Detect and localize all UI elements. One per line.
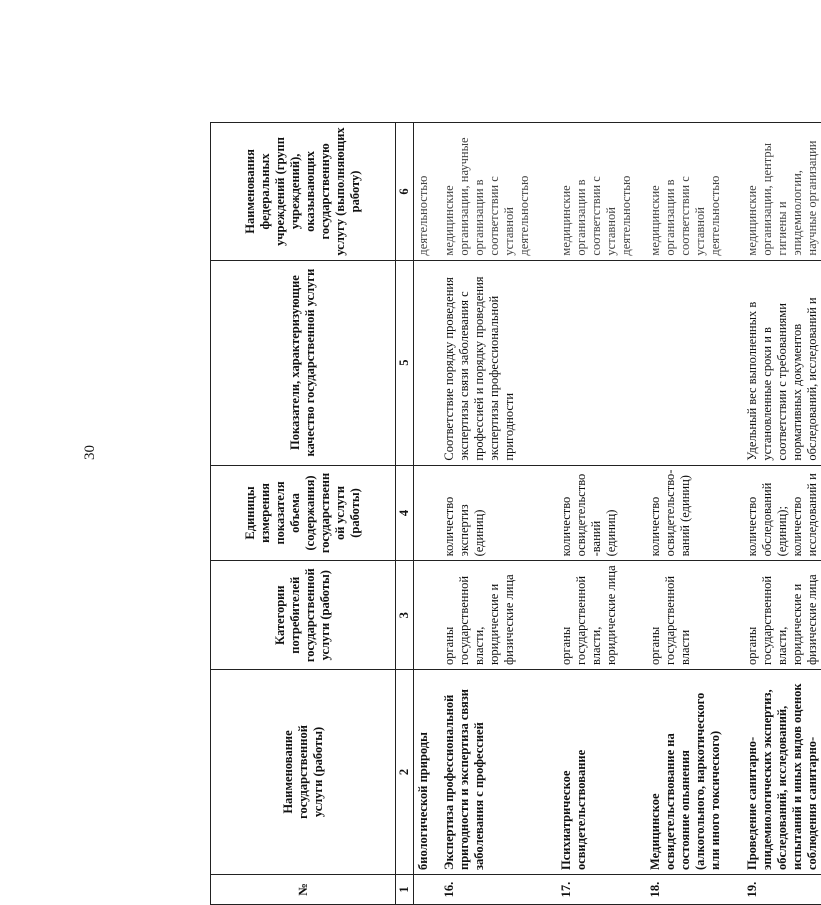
- header-line: качество государственной услуги: [303, 268, 317, 457]
- measurement-units-line: экспертиз: [457, 504, 471, 557]
- quality-indicators-line: пригодности: [502, 392, 516, 461]
- header-cell-units: [211, 465, 396, 561]
- header-line: учреждений),: [288, 153, 302, 230]
- header-line: государственной: [303, 568, 317, 663]
- header-cell-institutions: [211, 123, 396, 260]
- measurement-units-line: (единиц): [472, 509, 486, 557]
- cell-measurement-units: [640, 465, 737, 561]
- service-name-line: состояние опьянения: [678, 750, 692, 870]
- header-line: государственной: [295, 725, 310, 819]
- consumer-categories-line: органы: [559, 626, 573, 665]
- header-line: (содержания): [303, 475, 317, 551]
- consumer-categories-line: государственной: [760, 575, 774, 665]
- cell-quality-indicators: [551, 260, 640, 465]
- table-row: [640, 123, 737, 905]
- consumer-categories-line: власти: [678, 629, 692, 665]
- header-line: работу): [348, 170, 362, 213]
- cell-institutions: [432, 123, 551, 260]
- consumer-categories-line: власти,: [472, 626, 486, 665]
- service-name-line: освидетельствование: [574, 749, 588, 870]
- consumer-categories-line: юридические лица: [604, 565, 618, 665]
- column-number: 5: [396, 260, 414, 465]
- cell-consumer-categories: [640, 561, 737, 670]
- consumer-categories-line: органы: [648, 626, 662, 665]
- services-table: [210, 122, 821, 905]
- header-line: Единицы: [243, 486, 257, 540]
- header-line: услугу (выполняющих: [333, 127, 347, 256]
- institutions-line: деятельностью: [708, 175, 722, 256]
- header-cell-service-name: [211, 670, 396, 875]
- cell-measurement-units: [737, 465, 821, 561]
- measurement-units-line: освидетельство: [574, 473, 588, 557]
- measurement-units-line: освидетельство-: [663, 469, 677, 557]
- measurement-units-line: -ваний: [589, 520, 603, 557]
- header-line: №: [295, 883, 310, 896]
- header-row: [211, 123, 396, 905]
- cell-quality-indicators: [414, 260, 433, 465]
- column-number: 6: [396, 123, 414, 260]
- service-name-line: заболевания с профессией: [472, 722, 486, 870]
- header-line: оказывающих: [303, 151, 317, 232]
- measurement-units-line: обследований: [760, 482, 774, 557]
- header-line: ой услуги: [333, 485, 347, 541]
- cell-row-number: 18.: [640, 875, 737, 905]
- service-name-line: биологической природы: [416, 732, 430, 870]
- institutions-line: деятельностью: [619, 175, 633, 256]
- institutions-line: деятельностью: [416, 175, 430, 256]
- cell-consumer-categories: [414, 561, 433, 670]
- cell-quality-indicators: [737, 260, 821, 465]
- header-line: показателя: [273, 481, 287, 545]
- header-line: услуги (работы): [310, 726, 325, 818]
- institutions-line: уставной: [604, 207, 618, 256]
- institutions-line: организации, научные: [457, 137, 471, 256]
- table-body: [414, 123, 821, 905]
- header-line: Показатели, характеризующие: [288, 275, 302, 450]
- cell-measurement-units: [414, 465, 433, 561]
- quality-indicators-line: установленные сроки и в: [760, 327, 774, 461]
- cell-quality-indicators: [432, 260, 551, 465]
- header-cell-quality-indicators: [211, 260, 396, 465]
- measurement-units-line: ваний (единиц): [678, 475, 692, 557]
- cell-row-number: 17.: [551, 875, 640, 905]
- service-name-line: пригодности и экспертиза связи: [457, 689, 471, 870]
- table-row: [432, 123, 551, 905]
- cell-service-name: [432, 670, 551, 875]
- service-name-line: соблюдения санитарно-: [805, 736, 819, 870]
- institutions-line: организации в: [574, 179, 588, 256]
- institutions-line: деятельностью: [517, 175, 531, 256]
- consumer-categories-line: власти,: [589, 626, 603, 665]
- cell-row-number: [414, 875, 433, 905]
- cell-service-name: [414, 670, 433, 875]
- quality-indicators-line: нормативных документов: [790, 323, 804, 461]
- quality-indicators-line: экспертизы связи заболевания с: [457, 291, 471, 461]
- measurement-units-line: количество: [745, 496, 759, 557]
- consumer-categories-line: юридические и: [790, 583, 804, 665]
- table-row: [737, 123, 821, 905]
- header-line: услуги (работы): [318, 570, 332, 661]
- cell-consumer-categories: [737, 561, 821, 670]
- institutions-line: медицинские: [442, 185, 456, 256]
- institutions-line: медицинские: [648, 185, 662, 256]
- column-number: 3: [396, 561, 414, 670]
- header-line: учреждений (групп: [273, 137, 287, 246]
- institutions-line: эпидемиологии,: [790, 170, 804, 256]
- column-number: 1: [396, 875, 414, 905]
- measurement-units-line: количество: [790, 496, 804, 557]
- service-name-line: или иного токсического): [708, 730, 722, 870]
- measurement-units-line: количество: [559, 496, 573, 557]
- institutions-line: соответствии с: [678, 176, 692, 256]
- cell-row-number: 16.: [432, 875, 551, 905]
- table-row: [414, 123, 433, 905]
- header-line: Категории: [273, 585, 287, 645]
- quality-indicators-line: обследований, исследований и: [805, 297, 819, 461]
- institutions-line: организации, центры: [760, 143, 774, 256]
- institutions-line: гигиены и: [775, 201, 789, 256]
- header-line: Наименования: [243, 149, 257, 234]
- cell-consumer-categories: [551, 561, 640, 670]
- header-line: государственную: [318, 143, 332, 240]
- measurement-units-line: исследований и: [805, 473, 819, 557]
- service-name-line: Медицинское: [648, 793, 662, 870]
- service-name-line: (алкогольного, наркотического: [693, 692, 707, 870]
- header-line: (работы): [348, 488, 362, 538]
- page-number: 30: [82, 445, 98, 460]
- cell-measurement-units: [551, 465, 640, 561]
- consumer-categories-line: государственной: [457, 575, 471, 665]
- service-name-line: Психиатрическое: [559, 770, 573, 870]
- institutions-line: уставной: [502, 207, 516, 256]
- cell-service-name: [737, 670, 821, 875]
- column-number: 4: [396, 465, 414, 561]
- measurement-units-line: (единиц);: [775, 506, 789, 557]
- institutions-line: организации в: [472, 179, 486, 256]
- cell-institutions: [737, 123, 821, 260]
- cell-service-name: [640, 670, 737, 875]
- cell-measurement-units: [432, 465, 551, 561]
- institutions-line: соответствии с: [589, 176, 603, 256]
- consumer-categories-line: органы: [442, 626, 456, 665]
- cell-institutions: [640, 123, 737, 260]
- institutions-line: медицинские: [745, 185, 759, 256]
- measurement-units-line: количество: [648, 496, 662, 557]
- service-name-line: эпидемиологических экспертиз,: [760, 689, 774, 870]
- service-name-line: обследований, исследований,: [775, 705, 789, 870]
- institutions-line: медицинские: [559, 185, 573, 256]
- header-line: объема: [288, 493, 302, 533]
- quality-indicators-line: Соответствие порядку проведения: [442, 277, 456, 461]
- cell-service-name: [551, 670, 640, 875]
- institutions-line: соответствии с: [487, 176, 501, 256]
- cell-institutions: [414, 123, 433, 260]
- cell-quality-indicators: [640, 260, 737, 465]
- measurement-units-line: (единиц): [604, 509, 618, 557]
- consumer-categories-line: органы: [745, 626, 759, 665]
- institutions-line: научные организации: [805, 140, 819, 256]
- header-cell-consumer-categories: [211, 561, 396, 670]
- header-line: государственн: [318, 472, 332, 554]
- header-line: Наименование: [280, 730, 295, 814]
- consumer-categories-line: власти,: [775, 626, 789, 665]
- service-name-line: Проведение санитарно-: [745, 736, 759, 870]
- service-name-line: освидетельствование на: [663, 733, 677, 870]
- measurement-units-line: количество: [442, 496, 456, 557]
- table-row: [551, 123, 640, 905]
- header-cell-number: [211, 875, 396, 905]
- cell-row-number: 19.: [737, 875, 821, 905]
- header-line: федеральных: [258, 153, 272, 230]
- quality-indicators-line: профессией и порядку проведения: [472, 276, 486, 461]
- consumer-categories-line: юридические и: [487, 583, 501, 665]
- consumer-categories-line: физические лица: [805, 574, 819, 665]
- institutions-line: уставной: [693, 207, 707, 256]
- service-name-line: Экспертиза профессиональной: [442, 694, 456, 870]
- consumer-categories-line: государственной: [663, 575, 677, 665]
- header-line: измерения: [258, 483, 272, 543]
- service-name-line: испытаний и иных видов оценок: [790, 683, 804, 870]
- institutions-line: организации в: [663, 179, 677, 256]
- column-number-row: [396, 123, 414, 905]
- consumer-categories-line: государственной: [574, 575, 588, 665]
- consumer-categories-line: физические лица: [502, 574, 516, 665]
- quality-indicators-line: Удельный вес выполненных в: [745, 301, 759, 461]
- cell-consumer-categories: [432, 561, 551, 670]
- header-line: потребителей: [288, 576, 302, 654]
- quality-indicators-line: экспертизы профессиональной: [487, 295, 501, 461]
- quality-indicators-line: соответствии с требованиями: [775, 303, 789, 461]
- cell-institutions: [551, 123, 640, 260]
- column-number: 2: [396, 670, 414, 875]
